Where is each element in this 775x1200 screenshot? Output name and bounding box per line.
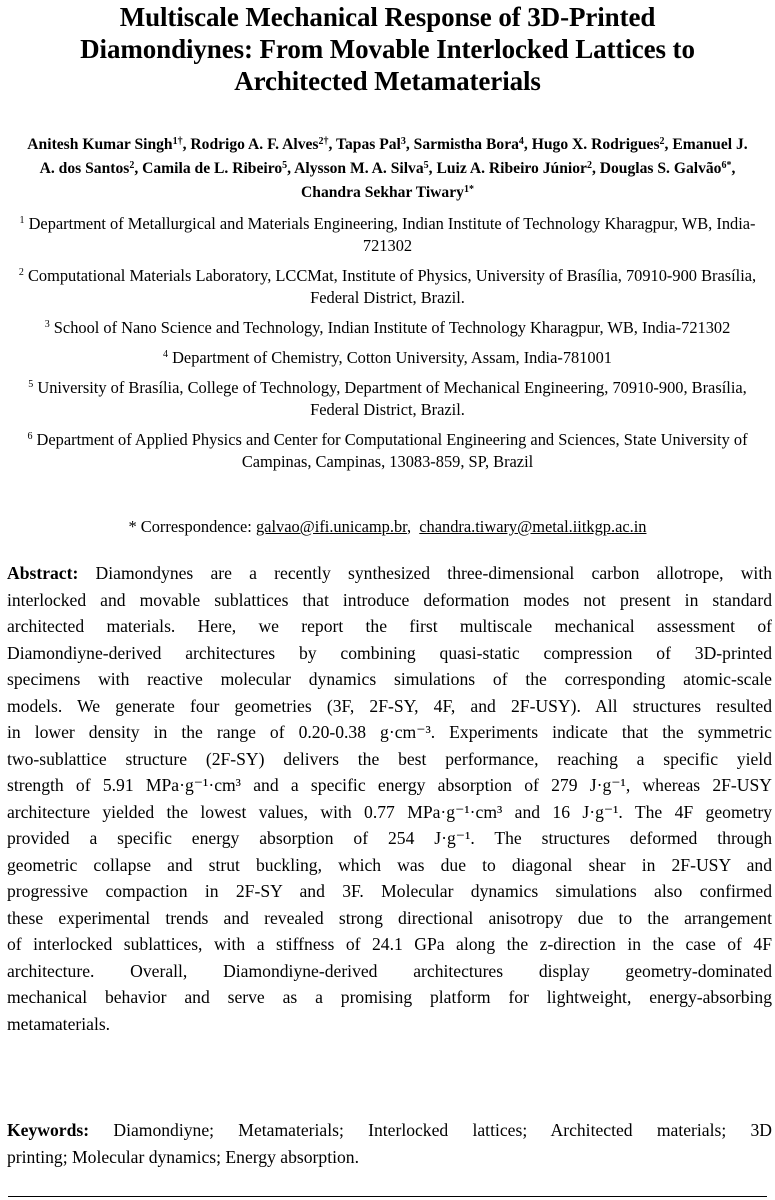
author: Alysson M. A. Silva$^5$ [294, 160, 429, 177]
keywords-line: printing; Molecular dynamics; Energy absorption. [7, 1147, 359, 1167]
author: Douglas S. Galvão$^{6*}$ [599, 160, 732, 177]
affiliation: $^5$ University of Brasília, College of Technology, Department of Mechanical Engineering, 70910-900, Brasília, Federal District, Brazil. [28, 378, 747, 419]
keywords-label: Keywords: [7, 1120, 90, 1140]
affiliation: $^1$ Department of Metallurgical and Materials Engineering, Indian Institute of Technology Kharagpur, WB, India-721302 [19, 214, 756, 255]
title-line-1: Multiscale Mechanical Response of 3D-Printed [119, 2, 656, 32]
author: Luiz A. Ribeiro Júnior$^2$ [436, 160, 592, 177]
correspondence: * Correspondence: galvao@ifi.unicamp.br, chandra.tiwary@metal.iitkgp.ac.in [128, 517, 647, 536]
abstract-line: mechanical behavior and serve as a promising platform for lightweight, energy-absorbing [7, 987, 772, 1007]
author: Emanuel J. A. dos Santos$^2$ [39, 136, 748, 177]
abstract-line: specimens with reactive molecular dynamics simulations of the corresponding atomic-scale [7, 669, 772, 689]
abstract-line: in lower density in the range of 0.20-0.38 g·cm⁻³. Experiments indicate that the symmetric [7, 722, 772, 742]
abstract-line: architecture. Overall, Diamondiyne-derived architectures display geometry-dominated [7, 960, 772, 981]
abstract-line: geometric collapse and strut buckling, which was due to diagonal shear in 2F-USY and [7, 854, 772, 875]
abstract-line: progressive compaction in 2F-SY and 3F. Molecular dynamics simulations also confirmed [7, 881, 772, 901]
affiliation: $^4$ Department of Chemistry, Cotton University, Assam, India-781001 [162, 348, 612, 367]
author: Camila de L. Ribeiro$^5$ [142, 160, 288, 177]
affiliation: $^3$ School of Nano Science and Technology, Indian Institute of Technology Kharagpur, WB, India-721302 [44, 318, 731, 337]
abstract-line: provided a specific energy absorption of 254 J·g⁻¹. The structures deformed through [7, 828, 772, 848]
affiliation: $^2$ Computational Materials Laboratory, LCCMat, Institute of Physics, University of Brasília, 70910-900 Brasília, Federal District, Brazil. [18, 266, 757, 307]
abstract-line: architecture yielded the lowest values, with 0.77 MPa·g⁻¹·cm³ and 16 J·g⁻¹. The 4F geometry [7, 801, 772, 822]
affiliation: $^6$ Department of Applied Physics and Center for Computational Engineering and Sciences, State University of Campinas, Campinas, 13083-859, SP, Brazil [27, 430, 748, 471]
author-list: Anitesh Kumar Singh$^{1\dagger}$, Rodrigo A. F. Alves$^{2\dagger}$, Tapas Pal$^3$, Sarmistha Bora$^4$, Hugo X. Rodrigues$^2$, Emanuel J. A. dos Santos$^2$, Camila de L. Ribeiro$^5$, Alysson M. A. Silva$^5$, Luiz A. Ribeiro Júnior$^2$, Douglas S. Galvão$^{6*}$, Chandra Sekhar Tiwary$^{1*}$ [27, 136, 748, 201]
title-line-3: Architected Metamaterials [234, 66, 541, 96]
abstract-line: of interlocked sublattices, with a stiffness of 24.1 GPa along the z-direction in the case of 4F [7, 934, 772, 954]
abstract-line: Diamondiyne-derived architectures by combining quasi-static compression of 3D-printed [7, 642, 772, 663]
author: Rodrigo A. F. Alves$^{2\dagger}$ [190, 136, 329, 153]
author: Sarmistha Bora$^4$ [413, 136, 524, 153]
abstract-line: models. We generate four geometries (3F, 2F-SY, 4F, and 2F-USY). All structures resulted [7, 695, 772, 716]
email-link-tiwary[interactable]: chandra.tiwary@metal.iitkgp.ac.in [419, 517, 647, 536]
title-line-2: Diamondiynes: From Movable Interlocked Lattices to [80, 34, 695, 64]
correspondence-label: * Correspondence: [128, 517, 252, 536]
abstract-line: interlocked and movable sublattices that introduce deformation modes not present in standard [7, 589, 772, 610]
abstract-label: Abstract: [7, 563, 79, 583]
keywords [7, 1117, 772, 1171]
affiliations [10, 213, 765, 481]
abstract-line: architected materials. Here, we report the first multiscale mechanical assessment of [7, 616, 772, 636]
abstract-line: these experimental trends and revealed strong directional anisotropy due to the arrangement [7, 907, 772, 928]
author: Anitesh Kumar Singh$^{1\dagger}$ [27, 136, 183, 153]
abstract-line: Abstract: Diamondynes are a recently synthesized three-dimensional carbon allotrope, with [7, 563, 772, 583]
paper-title [20, 1, 755, 97]
email-link-galvao[interactable]: galvao@ifi.unicamp.br [255, 517, 407, 536]
abstract-line: two-sublattice structure (2F-SY) delivers the best performance, reaching a specific yield [7, 748, 772, 769]
abstract [7, 560, 772, 1037]
author: Chandra Sekhar Tiwary$^{1*}$ [301, 184, 474, 201]
author: Tapas Pal$^3$ [336, 136, 406, 153]
author: Hugo X. Rodrigues$^2$ [531, 136, 665, 153]
footer-rule [8, 1196, 767, 1197]
abstract-line: metamaterials. [7, 1013, 111, 1034]
abstract-line: strength of 5.91 MPa·g⁻¹·cm³ and a specific energy absorption of 279 J·g⁻¹, whereas 2F-USY [7, 775, 772, 795]
keywords-line: Keywords: Diamondiyne; Metamaterials; Interlocked lattices; Architected materials; 3D [7, 1120, 772, 1140]
